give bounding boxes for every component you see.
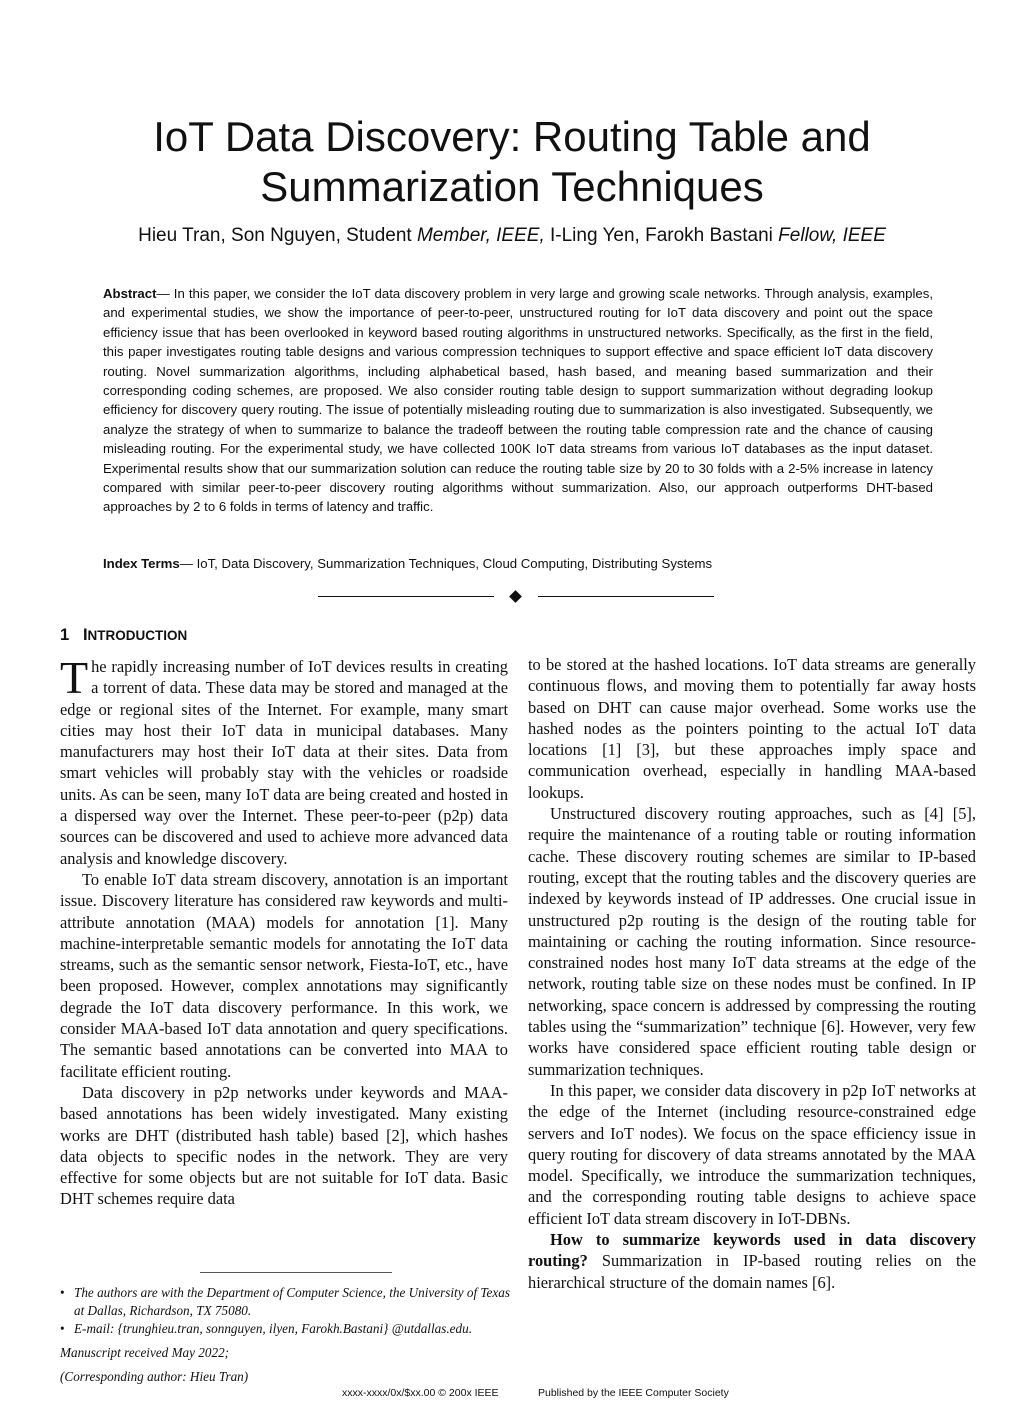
intro-paragraph-4: to be stored at the hashed locations. IoT data streams are generally continuous flows, and moving them to potentially far away hosts based on DHT can cause major overhead. Some works use the hashed nodes as the pointers pointing to the actual IoT data locations [1] [3], but these approaches imply space and communication overhead, especially in handling MAA-based lookups. (528, 655, 976, 802)
drop-cap: T (60, 652, 89, 703)
authors-part-1: Hieu Tran, Son Nguyen, Student (138, 225, 417, 246)
title-line-1: IoT Data Discovery: Routing Table and (153, 113, 871, 160)
abstract (103, 284, 933, 517)
footnote-affiliation (60, 1284, 510, 1320)
index-terms-label: Index Terms (103, 556, 180, 571)
intro-paragraph-5: Unstructured discovery routing approaches, such as [4] [5], require the maintenance of a routing table or routing information cache. These discovery routing schemes are similar to IP-based routing, except that the routing tables and the discovery queries are indexed by keywords instead of IP addresses. One crucial issue in unstructured p2p routing is the design of the routing table for maintaining or caching the routing information. Since resource-constrained nodes host many IoT data streams at the edge of the network, routing table size on these nodes must be confined. In IP networking, space concern is addressed by compressing the routing tables using the “summarization” technique [6]. However, very few works have considered space efficient routing table design or summarization techniques. (528, 804, 976, 1079)
footnote-email (60, 1320, 510, 1338)
authors-part-4: Fellow, IEEE (778, 225, 886, 246)
footnote-rule (200, 1272, 392, 1273)
abstract-text: In this paper, we consider the IoT data discovery problem in very large and growing scale networks. Through analysis, examples, and experimental studies, we show the importance of peer-to-peer, unstructured routing for IoT data discovery and point out the space efficiency issue that has been overlooked in keyword based routing algorithms in unstructured networks. Specifically, as the first in the field, this paper investigates routing table designs and various compression techniques to support effective and space efficient IoT data discovery routing. Novel summarization algorithms, including alphabetical based, hash based, and meaning based summarization and their corresponding coding schemes, are proposed. We also consider routing table design to support summarization without degrading lookup efficiency for discovery query routing. The issue of potentially misleading routing due to summarization is also investigated. Subsequently, we analyze the strategy of when to summarize to balance the tradeoff between the routing table compression rate and the chance of causing misleading routing. For the experimental study, we have collected 100K IoT data streams from various IoT databases as the input dataset. Experimental results show that our summarization solution can reduce the routing table size by 20 to 30 folds with a 2-5% increase in latency compared with similar peer-to-peer discovery routing algorithms without summarization. Also, our approach outperforms DHT-based approaches by 2 to 6 folds in terms of latency and traffic. (103, 286, 933, 515)
section-title-first: I (82, 626, 88, 644)
footer-copyright: xxxx-xxxx/0x/$xx.00 © 200x IEEE (342, 1387, 499, 1399)
intro-paragraph-7-text: Summarization in IP-based routing relies on the hierarchical structure of the domain names [6]. (528, 1251, 976, 1292)
intro-paragraph-1 (60, 652, 509, 869)
section-number: 1 (60, 626, 70, 644)
footnote-email-text: E-mail: {trunghieu.tran, sonnguyen, ilyen, Farokh.Bastani} @utdallas.edu. (74, 1321, 472, 1336)
intro-paragraph-7 (528, 1229, 976, 1293)
footnotes (60, 1284, 510, 1386)
divider-line-right (538, 596, 714, 597)
abstract-label: Abstract (103, 286, 157, 301)
footnote-affiliation-text: The authors are with the Department of Computer Science, the University of Texas at Dallas, Richardson, TX 75080. (74, 1285, 510, 1318)
intro-paragraph-2: To enable IoT data stream discovery, annotation is an important issue. Discovery literature has considered raw keywords and multi-attribute annotation (MAA) models for annotation [1]. Many machine-interpretable semantic models for annotating the IoT data streams, such as the semantic sensor network, Fiesta-IoT, etc., have been proposed. However, complex annotations may significantly degrade the IoT data discovery performance. In this work, we consider MAA-based IoT data annotation and query specifications. The semantic based annotations can be converted into MAA to facilitate efficient routing. (60, 869, 508, 1081)
bullet-icon: • (60, 1285, 65, 1300)
right-column (528, 654, 976, 1293)
intro-paragraph-1-text: he rapidly increasing number of IoT devices results in creating a torrent of data. These data may be stored and managed at the edge or regional sites of the Internet. For example, many smart cities may host their IoT data in municipal databases. Many manufacturers may host their IoT data at their sites. Data from smart vehicles will probably stay with the vehicles or roadside units. As can be seen, many IoT data are being created and hosted in a dispersed way over the Internet. These peer-to-peer (p2p) data sources can be discovered and used to achieve more advanced data analysis and knowledge discovery. (60, 657, 509, 868)
diamond-icon (509, 590, 522, 603)
divider-line-left (318, 596, 494, 597)
index-terms-dash: — (179, 556, 197, 571)
footer-publisher: Published by the IEEE Computer Society (538, 1387, 729, 1399)
bullet-icon: • (60, 1321, 65, 1336)
author-list (60, 225, 964, 247)
section-title-rest: NTRODUCTION (87, 628, 188, 643)
summarize-question: How to summarize keywords used in data discovery routing? (528, 1230, 976, 1271)
intro-paragraph-6: In this paper, we consider data discovery in p2p IoT networks at the edge of the Internet (including resource-constrained edge servers and IoT nodes). We focus on the space efficiency issue in query routing for discovery of data streams annotated by the MAA model. Specifically, we introduce the summarization techniques, and the corresponding routing table designs to achieve space efficient IoT data stream discovery in IoT-DBNs. (528, 1080, 976, 1228)
section-heading (60, 624, 508, 646)
abstract-dash: — (156, 286, 174, 301)
corresponding-author: (Corresponding author: Hieu Tran) (60, 1369, 249, 1384)
section-divider (318, 589, 714, 605)
authors-part-3: I-Ling Yen, Farokh Bastani (544, 225, 779, 246)
paper-title (60, 112, 964, 212)
intro-paragraph-3: Data discovery in p2p networks under keywords and MAA-based annotations has been widely investigated. Many existing works are DHT (distributed hash table) based [2], which hashes data objects to specific nodes in the network. They are very effective for some objects but are not suitable for IoT data. Basic DHT schemes require data (60, 1082, 508, 1209)
left-column (60, 624, 508, 1210)
manuscript-received: Manuscript received May 2022; (60, 1345, 230, 1360)
index-terms-text: IoT, Data Discovery, Summarization Techniques, Cloud Computing, Distributing Systems (196, 556, 713, 571)
authors-part-2: Member, IEEE, (416, 225, 545, 246)
title-line-2: Summarization Techniques (260, 163, 764, 210)
index-terms (103, 556, 933, 571)
